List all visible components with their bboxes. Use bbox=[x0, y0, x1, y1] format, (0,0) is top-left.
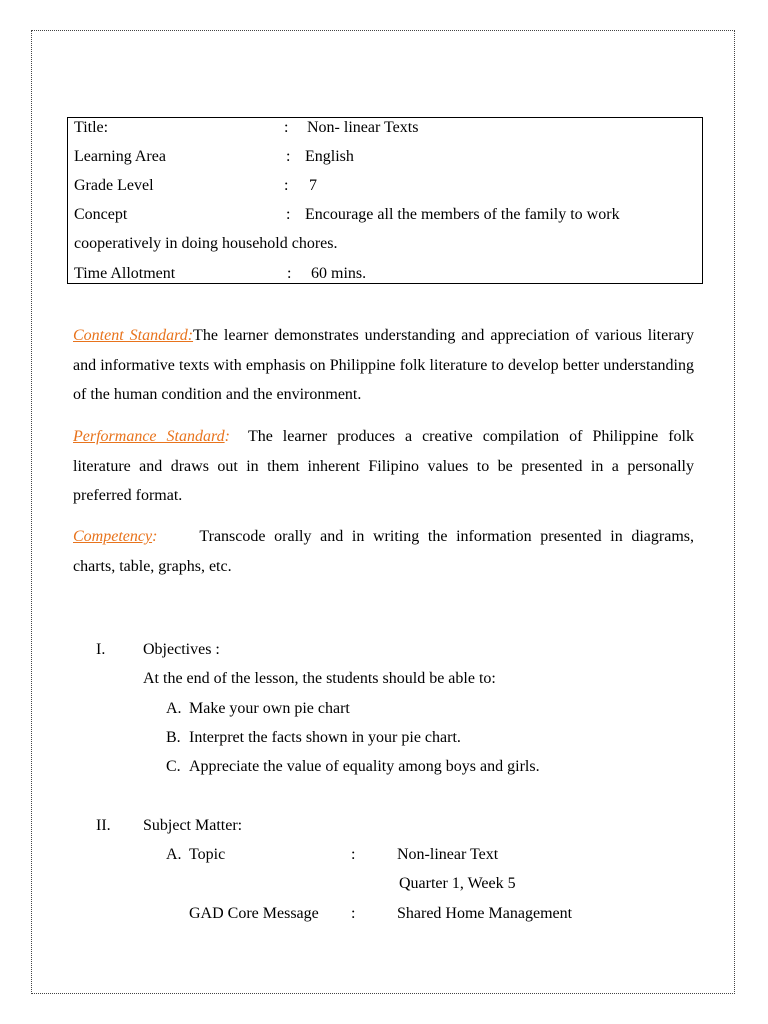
title-value: Non- linear Texts bbox=[307, 119, 419, 136]
objectives-heading: Objectives : bbox=[143, 641, 220, 658]
performance-standard-paragraph bbox=[73, 422, 694, 511]
objective-a-letter: A. bbox=[166, 700, 182, 717]
grade-level-value: 7 bbox=[309, 177, 317, 194]
time-allotment-value: 60 mins. bbox=[311, 265, 367, 282]
topic-value-line2: Quarter 1, Week 5 bbox=[399, 875, 516, 892]
objectives-intro: At the end of the lesson, the students should be able to: bbox=[143, 670, 496, 687]
grade-level-colon: : bbox=[284, 177, 289, 194]
objective-b-text: Interpret the facts shown in your pie chart. bbox=[189, 729, 461, 746]
lesson-info-box bbox=[67, 117, 703, 284]
title-colon: : bbox=[284, 119, 289, 136]
gad-core-message-value: Shared Home Management bbox=[397, 905, 573, 922]
topic-label: Topic bbox=[189, 846, 226, 863]
objectives-numeral: I. bbox=[96, 641, 106, 658]
competency-text: Transcode orally and in writing the information presented in diagrams, charts, table, graphs, etc. bbox=[73, 528, 694, 575]
objective-b-letter: B. bbox=[166, 729, 181, 746]
learning-area-value: English bbox=[305, 148, 354, 165]
gad-core-message-label: GAD Core Message bbox=[189, 905, 319, 922]
objective-c-text: Appreciate the value of equality among boys and girls. bbox=[189, 758, 540, 775]
learning-area-label: Learning Area bbox=[74, 148, 166, 165]
objective-a-text: Make your own pie chart bbox=[189, 700, 350, 717]
topic-value: Non-linear Text bbox=[397, 846, 499, 863]
gad-core-message-colon: : bbox=[351, 905, 356, 922]
subject-matter-heading: Subject Matter: bbox=[143, 817, 243, 834]
topic-letter: A. bbox=[166, 846, 182, 863]
subject-matter-numeral: II. bbox=[96, 817, 111, 834]
content-standard-paragraph bbox=[73, 321, 694, 410]
topic-colon: : bbox=[351, 846, 356, 863]
objective-c-letter: C. bbox=[166, 758, 181, 775]
title-label: Title: bbox=[74, 119, 109, 136]
competency-label: Competency bbox=[73, 528, 153, 545]
time-allotment-colon: : bbox=[287, 265, 292, 282]
concept-label: Concept bbox=[74, 206, 128, 223]
concept-value-line1: Encourage all the members of the family to work bbox=[305, 206, 620, 223]
performance-standard-colon: : bbox=[224, 428, 230, 445]
time-allotment-label: Time Allotment bbox=[74, 265, 176, 282]
concept-value-line2: cooperatively in doing household chores. bbox=[74, 235, 338, 252]
concept-colon: : bbox=[286, 206, 291, 223]
grade-level-label: Grade Level bbox=[74, 177, 154, 194]
competency-paragraph bbox=[73, 522, 694, 581]
competency-colon: : bbox=[152, 528, 158, 545]
content-standard-text: The learner demonstrates understanding and appreciation of various literary and informative texts with emphasis on Philippine folk literature to develop better understanding of the human condition and the environment. bbox=[73, 327, 694, 403]
content-standard-label: Content Standard: bbox=[73, 327, 194, 344]
performance-standard-text: The learner produces a creative compilation of Philippine folk literature and draws out in them inherent Filipino values to be presented in a personally preferred format. bbox=[73, 428, 695, 504]
learning-area-colon: : bbox=[286, 148, 291, 165]
performance-standard-label: Performance Standard bbox=[73, 428, 225, 445]
